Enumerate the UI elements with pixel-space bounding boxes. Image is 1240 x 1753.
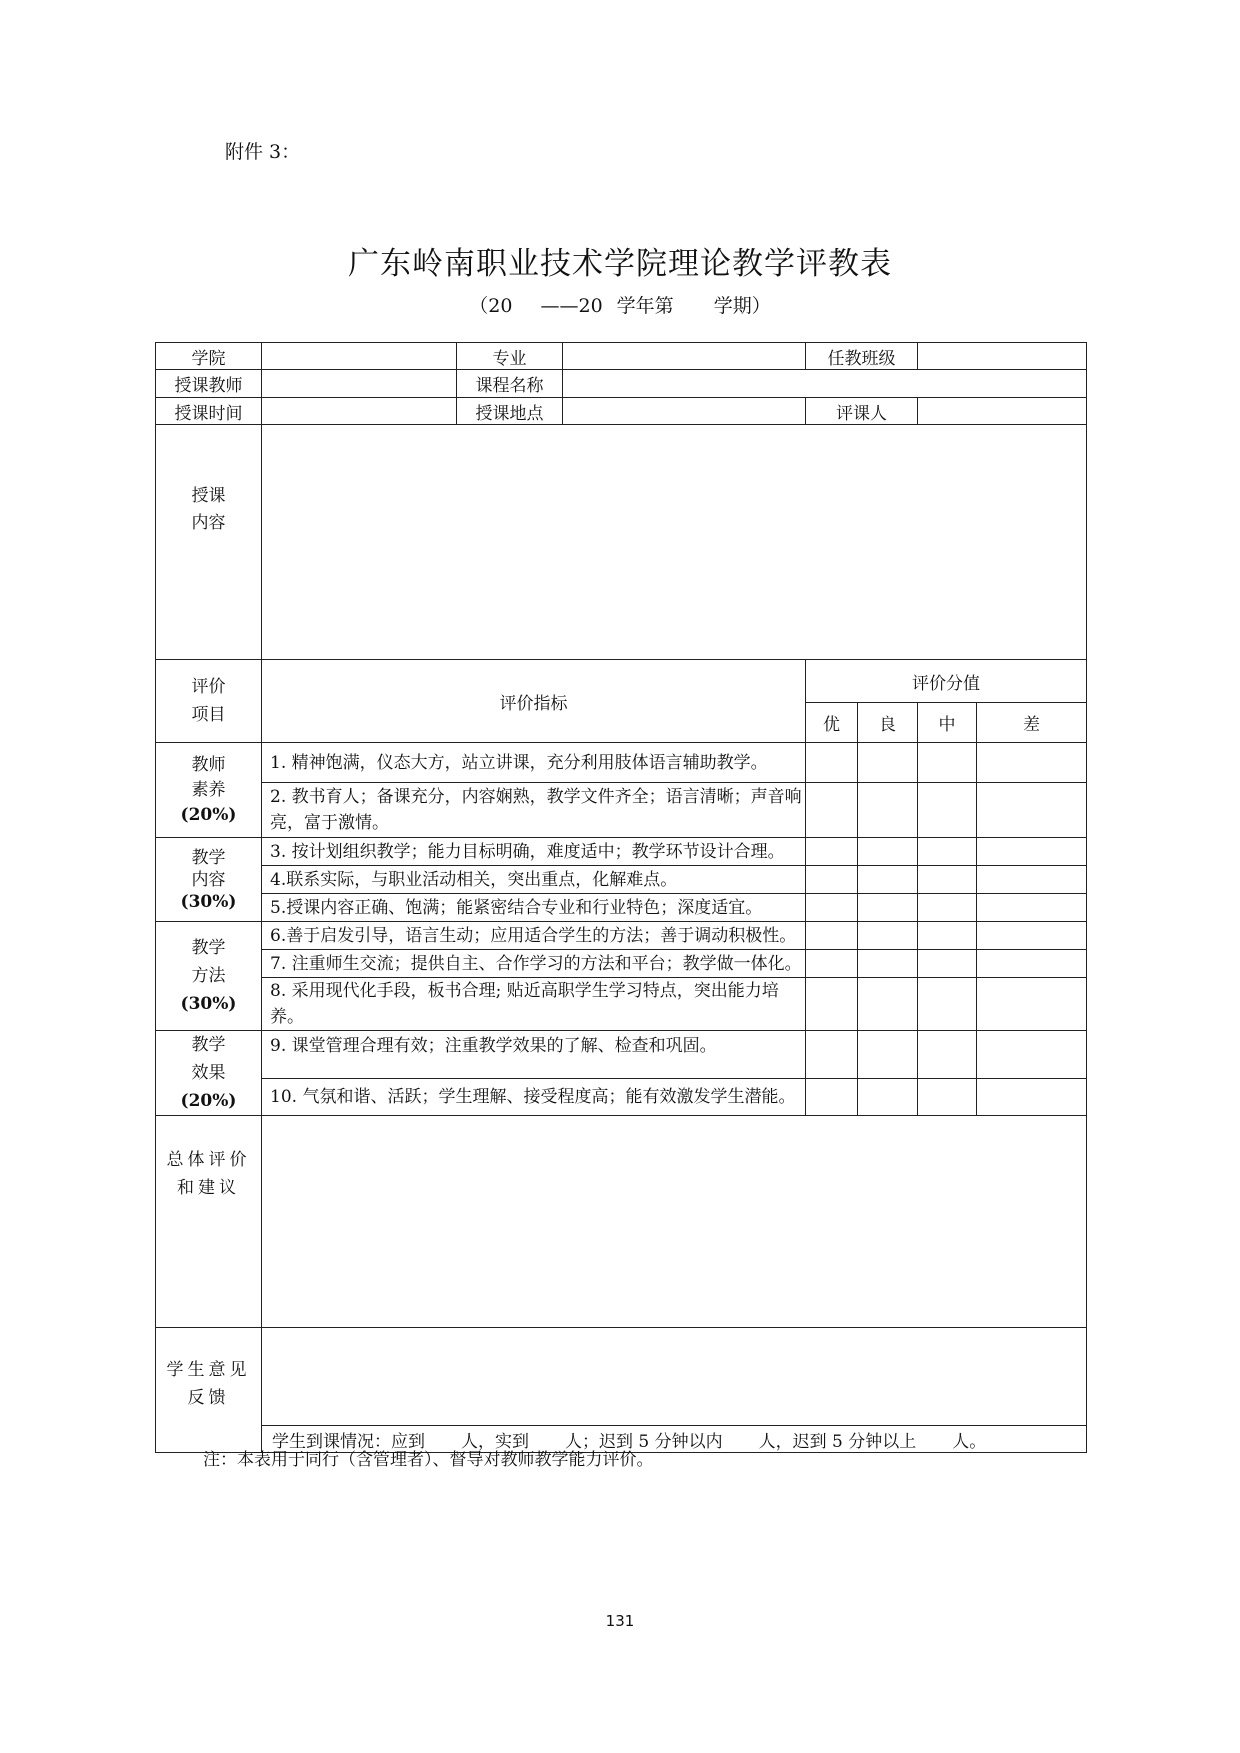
attendance-prefix: 学生到课情况：应到 <box>272 1431 425 1452</box>
criterion-3: 3. 按计划组织教学；能力目标明确，难度适中；教学环节设计合理。 <box>262 838 806 866</box>
feedback-label <box>156 1328 262 1453</box>
score-cell[interactable] <box>858 978 918 1031</box>
category-line2: 方法 <box>191 966 226 986</box>
grade-excellent: 优 <box>806 703 858 743</box>
score-cell[interactable] <box>977 922 1087 950</box>
attendance-p1: 人，实到 <box>461 1431 529 1452</box>
score-cell[interactable] <box>858 866 918 894</box>
subtitle-term: 学期） <box>713 295 771 317</box>
criterion-5: 5.授课内容正确、饱满；能紧密结合专业和行业特色；深度适宜。 <box>262 894 806 922</box>
score-cell[interactable] <box>806 1078 858 1115</box>
page-title: 广东岭南职业技术学院理论教学评教表 <box>348 246 892 282</box>
attendance-p4: 人。 <box>952 1431 987 1452</box>
score-cell[interactable] <box>977 866 1087 894</box>
score-cell[interactable] <box>858 894 918 922</box>
overall-label <box>156 1116 262 1328</box>
criterion-4: 4.联系实际，与职业活动相关，突出重点，化解难点。 <box>262 866 806 894</box>
class-label: 任教班级 <box>806 343 918 370</box>
criterion-10: 10. 气氛和谐、活跃；学生理解、接受程度高；能有效激发学生潜能。 <box>262 1078 806 1115</box>
score-cell[interactable] <box>977 838 1087 866</box>
grade-poor: 差 <box>977 703 1087 743</box>
evaluation-form <box>155 342 1087 1453</box>
category-line1: 教学 <box>191 938 226 958</box>
score-cell[interactable] <box>918 866 977 894</box>
criterion-8: 8. 采用现代化手段，板书合理; 贴近高职学生学习特点，突出能力培养。 <box>262 978 806 1031</box>
score-cell[interactable] <box>918 894 977 922</box>
category-line1: 教师 <box>191 754 226 775</box>
footnote: 注：本表用于同行（含管理者）、督导对教师教学能力评价。 <box>203 1450 654 1470</box>
score-cell[interactable] <box>806 922 858 950</box>
criterion-1: 1. 精神饱满，仪态大方，站立讲课，充分利用肢体语言辅助教学。 <box>262 743 806 783</box>
score-cell[interactable] <box>858 922 918 950</box>
course-field[interactable] <box>563 370 1087 398</box>
attendance-p2: 人；迟到 5 分钟以内 <box>565 1431 723 1452</box>
score-cell[interactable] <box>977 743 1087 783</box>
score-cell[interactable] <box>806 950 858 978</box>
college-label: 学院 <box>156 343 262 370</box>
grade-good: 良 <box>858 703 918 743</box>
category-teaching-method <box>156 922 262 1031</box>
attachment-label: 附件 3： <box>225 141 301 163</box>
score-cell[interactable] <box>977 894 1087 922</box>
school-year-line <box>0 291 1240 318</box>
eval-item-header <box>156 660 262 743</box>
category-teaching-content <box>156 838 262 922</box>
score-cell[interactable] <box>918 1078 977 1115</box>
criterion-7: 7. 注重师生交流；提供自主、合作学习的方法和平台；教学做一体化。 <box>262 950 806 978</box>
grade-medium: 中 <box>918 703 977 743</box>
overall-field[interactable] <box>262 1116 1087 1328</box>
score-cell[interactable] <box>918 950 977 978</box>
category-line2: 效果 <box>191 1063 226 1083</box>
content-label <box>156 425 262 660</box>
score-cell[interactable] <box>918 783 977 838</box>
class-field[interactable] <box>918 343 1087 370</box>
category-line2: 内容 <box>191 869 226 890</box>
teacher-field[interactable] <box>262 370 457 398</box>
score-cell[interactable] <box>858 783 918 838</box>
feedback-label-line1: 学生意见 <box>166 1360 251 1380</box>
category-teaching-effect <box>156 1031 262 1116</box>
criterion-2: 2. 教书育人；备课充分，内容娴熟，教学文件齐全；语言清晰；声音响亮，富于激情。 <box>262 783 806 838</box>
score-cell[interactable] <box>918 1031 977 1079</box>
content-label-line2: 内容 <box>191 513 226 533</box>
category-weight: (30%) <box>180 891 237 912</box>
category-line1: 教学 <box>191 1035 226 1055</box>
category-weight: (20%) <box>180 804 237 825</box>
score-cell[interactable] <box>806 978 858 1031</box>
score-cell[interactable] <box>977 978 1087 1031</box>
location-label: 授课地点 <box>457 398 563 425</box>
content-label-line1: 授课 <box>191 486 226 506</box>
reviewer-field[interactable] <box>918 398 1087 425</box>
criterion-9: 9. 课堂管理合理有效；注重教学效果的了解、检查和巩固。 <box>262 1031 806 1079</box>
overall-label-line1: 总体评价 <box>166 1150 251 1170</box>
subtitle-dash: ——20 <box>540 295 603 317</box>
subtitle-year-term: 学年第 <box>616 295 674 317</box>
score-cell[interactable] <box>858 838 918 866</box>
time-field[interactable] <box>262 398 457 425</box>
score-cell[interactable] <box>977 950 1087 978</box>
eval-item-line1: 评价 <box>191 677 226 697</box>
overall-label-line2: 和建议 <box>177 1178 240 1198</box>
score-cell[interactable] <box>918 743 977 783</box>
score-cell[interactable] <box>977 783 1087 838</box>
score-cell[interactable] <box>858 743 918 783</box>
score-cell[interactable] <box>977 1031 1087 1079</box>
course-label: 课程名称 <box>457 370 563 398</box>
location-field[interactable] <box>563 398 806 425</box>
score-header: 评价分值 <box>806 660 1087 703</box>
score-cell[interactable] <box>806 894 858 922</box>
attendance-p3: 人，迟到 5 分钟以上 <box>758 1431 917 1452</box>
score-cell[interactable] <box>858 950 918 978</box>
major-field[interactable] <box>563 343 806 370</box>
category-line1: 教学 <box>191 847 226 868</box>
subtitle-open: （20 <box>469 295 513 317</box>
score-cell[interactable] <box>858 1031 918 1079</box>
category-line2: 素养 <box>191 779 226 800</box>
score-cell[interactable] <box>806 1031 858 1079</box>
score-cell[interactable] <box>918 922 977 950</box>
content-field[interactable] <box>262 425 1087 660</box>
score-cell[interactable] <box>806 838 858 866</box>
category-teacher-quality <box>156 743 262 838</box>
score-cell[interactable] <box>858 1078 918 1115</box>
score-cell[interactable] <box>806 783 858 838</box>
score-cell[interactable] <box>918 838 977 866</box>
criterion-6: 6.善于启发引导，语言生动；应用适合学生的方法；善于调动积极性。 <box>262 922 806 950</box>
category-weight: (30%) <box>180 994 237 1014</box>
college-field[interactable] <box>262 343 457 370</box>
feedback-label-line2: 反馈 <box>187 1388 230 1408</box>
score-cell[interactable] <box>977 1078 1087 1115</box>
score-cell[interactable] <box>918 978 977 1031</box>
indicator-header: 评价指标 <box>262 660 806 743</box>
score-cell[interactable] <box>806 743 858 783</box>
score-cell[interactable] <box>806 866 858 894</box>
time-label: 授课时间 <box>156 398 262 425</box>
feedback-field[interactable] <box>262 1328 1087 1426</box>
category-weight: (20%) <box>180 1091 237 1111</box>
teacher-label: 授课教师 <box>156 370 262 398</box>
major-label: 专业 <box>457 343 563 370</box>
page-number: 131 <box>605 1612 635 1630</box>
reviewer-label: 评课人 <box>806 398 918 425</box>
eval-item-line2: 项目 <box>191 705 226 725</box>
